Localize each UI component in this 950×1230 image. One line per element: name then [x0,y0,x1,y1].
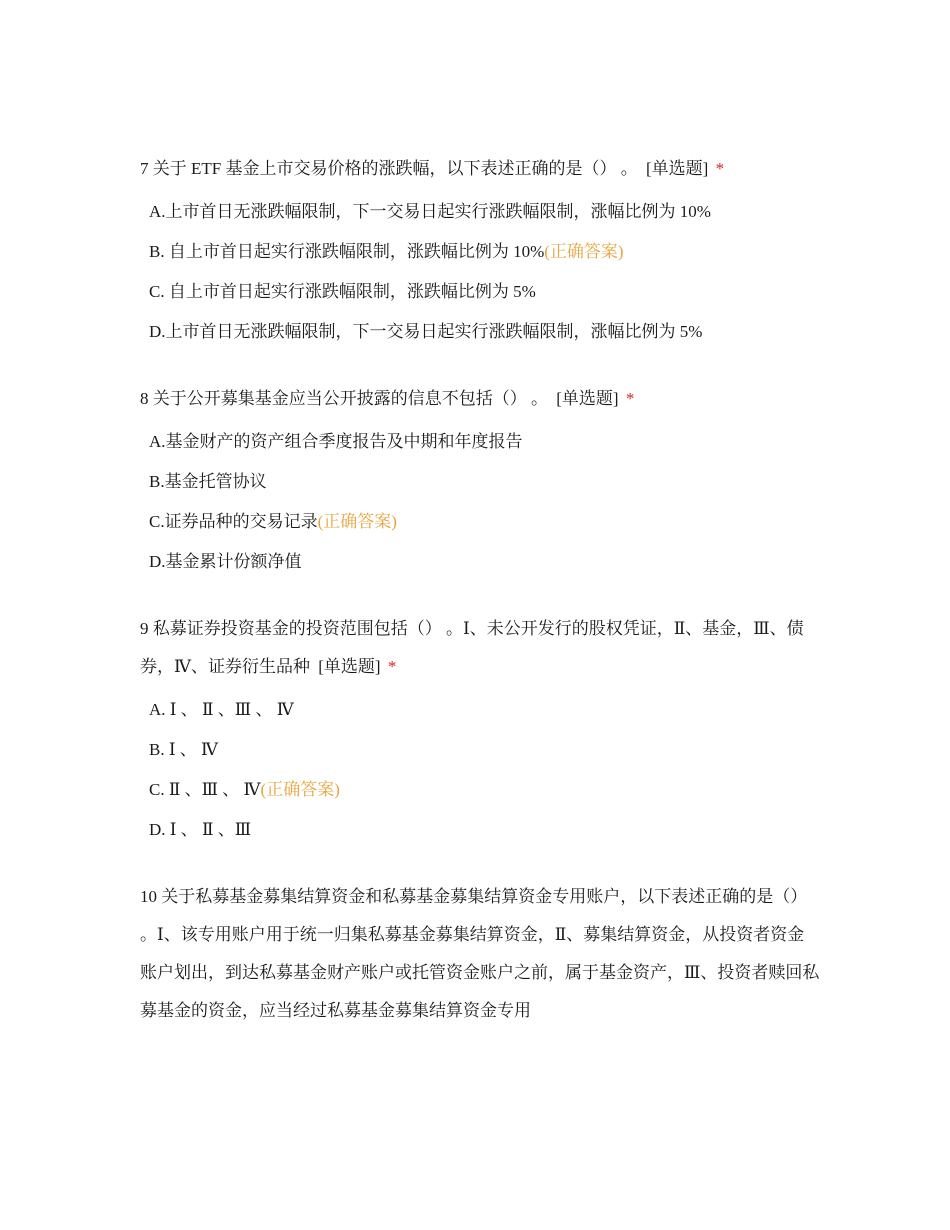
option-b [140,462,820,502]
document-page [140,150,820,1030]
option-c [140,272,820,312]
option-d [140,542,820,582]
option-d [140,810,820,850]
question-block-10 [140,878,820,1030]
option-d [140,312,820,352]
correct-answer-label: (正确答案) [317,512,397,531]
option-text: D.基金累计份额净值 [149,552,302,571]
question-stem: 9 私募证券投资基金的投资范围包括（） 。Ⅰ、未公开发行的股权凭证，Ⅱ、基金，Ⅲ、债券，Ⅳ、证券衍生品种 [140,619,804,676]
question-text [140,380,820,418]
option-a [140,690,820,730]
option-text: C. Ⅱ 、Ⅲ 、 Ⅳ [149,780,261,799]
required-marker: * [625,389,635,408]
option-a [140,192,820,232]
correct-answer-label: (正确答案) [260,780,340,799]
question-block-9 [140,610,820,850]
option-list [140,422,820,582]
question-text [140,610,820,686]
question-type-label: [单选题] [645,159,709,178]
option-b [140,730,820,770]
required-marker: * [715,159,725,178]
question-type-label: [单选题] [318,657,381,676]
question-block-7 [140,150,820,352]
correct-answer-label: (正确答案) [544,242,624,261]
option-c [140,770,820,810]
option-text: A.上市首日无涨跌幅限制，下一交易日起实行涨跌幅限制，涨幅比例为 10% [149,202,711,221]
option-c [140,502,820,542]
option-text: C.证券品种的交易记录 [149,512,318,531]
question-stem: 8 关于公开募集基金应当公开披露的信息不包括（） 。 [140,389,548,408]
question-type-label: [单选题] [556,389,619,408]
option-text: C. 自上市首日起实行涨跌幅限制，涨跌幅比例为 5% [149,282,536,301]
option-text: D.上市首日无涨跌幅限制，下一交易日起实行涨跌幅限制，涨幅比例为 5% [149,322,703,341]
question-block-8 [140,380,820,582]
option-text: B. Ⅰ 、 Ⅳ [149,740,219,759]
option-list [140,192,820,352]
option-a [140,422,820,462]
option-text: D. Ⅰ 、 Ⅱ 、Ⅲ [149,820,252,839]
question-text [140,878,820,1030]
option-text: B.基金托管协议 [149,472,267,491]
option-text: A. Ⅰ 、 Ⅱ 、Ⅲ 、 Ⅳ [149,700,294,719]
option-b [140,232,820,272]
option-text: B. 自上市首日起实行涨跌幅限制，涨跌幅比例为 10% [149,242,545,261]
option-list [140,690,820,850]
question-text [140,150,820,188]
required-marker: * [387,657,397,676]
question-stem: 10 关于私募基金募集结算资金和私募基金募集结算资金专用账户，以下表述正确的是（） 。Ⅰ、该专用账户用于统一归集私募基金募集结算资金，Ⅱ、募集结算资金，从投资者资金账户划出，到达私募基金财产账户或托管资金账户之前，属于基金资产，Ⅲ、投资者赎回私募基金的资金，应当经过私募基金募集结算资金专用 [140,887,820,1020]
question-stem: 7 关于 ETF 基金上市交易价格的涨跌幅，以下表述正确的是（） 。 [140,159,638,178]
option-text: A.基金财产的资产组合季度报告及中期和年度报告 [149,432,523,451]
